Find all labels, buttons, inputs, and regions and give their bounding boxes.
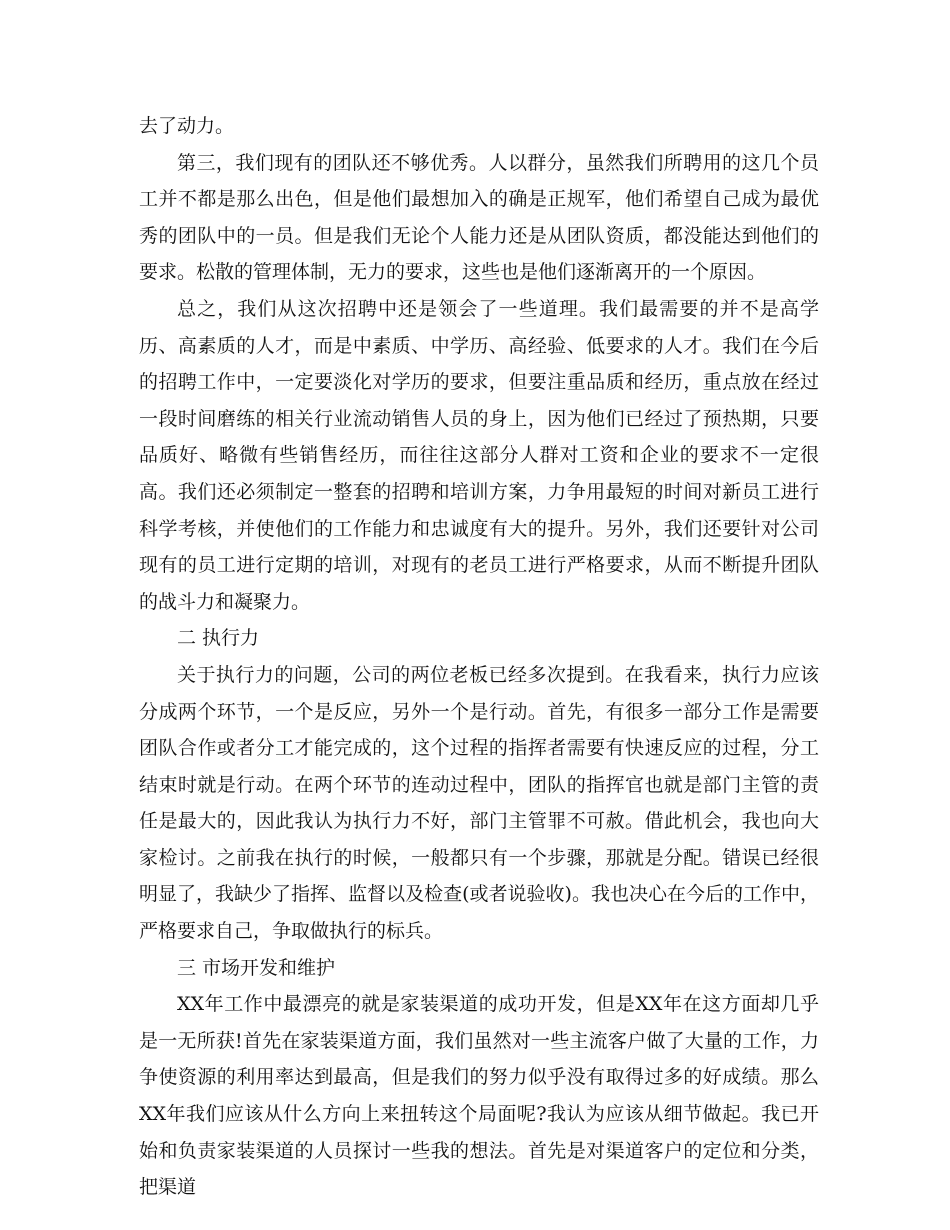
paragraph-recruitment-summary: 总之，我们从这次招聘中还是领会了一些道理。我们最需要的并不是高学历、高素质的人才，而是中素质、中学历、高经验、低要求的人才。我们在今后的招聘工作中，一定要淡化对学历的要求，但要注重品质和经历，重点放在经过一段时间磨练的相关行业流动销售人员的身上，因为他们已经过了预热期，只要品质好、略微有些销售经历，而往往这部分人群对工资和企业的要求不一定很高。我们还必须制定一整套的招聘和培训方案，力争用最短的时间对新员工进行科学考核，并使他们的工作能力和忠诚度有大的提升。另外，我们还要针对公司现有的员工进行定期的培训，对现有的老员工进行严格要求，从而不断提升团队的战斗力和凝聚力。 <box>139 297 819 613</box>
document-body <box>139 108 819 1206</box>
paragraph-market: XX年工作中最漂亮的就是家装渠道的成功开发，但是XX年在这方面却几乎是一无所获!首先在家装渠道方面，我们虽然对一些主流客户做了大量的工作，力争使资源的利用率达到最高，但是我们的努力似乎没有取得过多的好成绩。那么XX年我们应该从什么方向上来扭转这个局面呢?我认为应该从细节做起。我已开始和负责家装渠道的人员探讨一些我的想法。首先是对渠道客户的定位和分类，把渠道 <box>139 993 819 1199</box>
paragraph-execution: 关于执行力的问题，公司的两位老板已经多次提到。在我看来，执行力应该分成两个环节，一个是反应，另外一个是行动。首先，有很多一部分工作是需要团队合作或者分工才能完成的，这个过程的指挥者需要有快速反应的过程，分工结束时就是行动。在两个环节的连动过程中，团队的指挥官也就是部门主管的责任是最大的，因此我认为执行力不好，部门主管罪不可赦。借此机会，我也向大家检讨。之前我在执行的时候，一般都只有一个步骤，那就是分配。错误已经很明显了，我缺少了指挥、监督以及检查(或者说验收)。我也决心在今后的工作中，严格要求自己，争取做执行的标兵。 <box>139 663 819 943</box>
section-heading-market: 三 市场开发和维护 <box>177 956 336 979</box>
section-heading-execution: 二 执行力 <box>177 627 260 650</box>
paragraph-continuation: 去了动力。 <box>139 115 235 137</box>
paragraph-team-quality: 第三，我们现有的团队还不够优秀。人以群分，虽然我们所聘用的这几个员工并不都是那么出色，但是他们最想加入的确是正规军，他们希望自己成为最优秀的团队中的一员。但是我们无论个人能力还是从团队资质，都没能达到他们的要求。松散的管理体制，无力的要求，这些也是他们逐渐离开的一个原因。 <box>139 151 819 284</box>
